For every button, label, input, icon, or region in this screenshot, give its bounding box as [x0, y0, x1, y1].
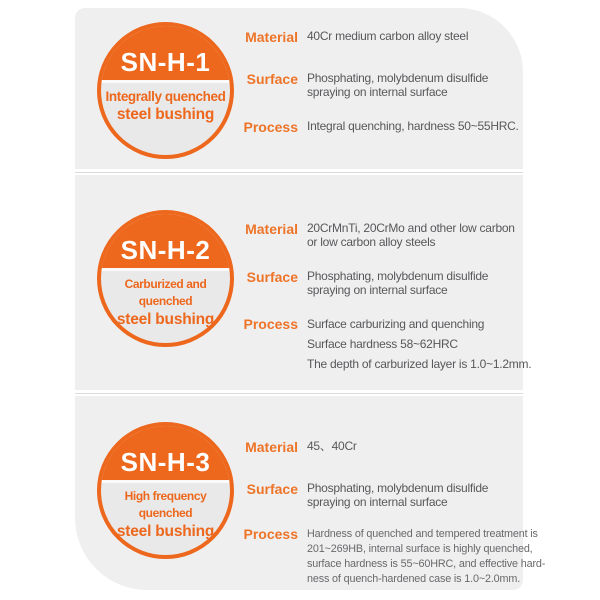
- badge-code-band: [101, 214, 230, 268]
- product-type-line2: steel bushing: [116, 106, 215, 123]
- product-code: SN-H-3: [120, 447, 211, 477]
- spec-label: Process: [243, 316, 298, 332]
- product-type-line2: steel bushing: [116, 311, 215, 328]
- spec-value-line: spraying on internal surface: [307, 84, 448, 99]
- spec-value-line: 20CrMnTi, 20CrMo and other low carbon: [307, 221, 515, 235]
- section-divider: [75, 172, 523, 173]
- spec-row-material: [238, 440, 518, 454]
- section-divider: [75, 393, 523, 394]
- badge-code-band: [101, 26, 230, 80]
- spec-value: [307, 314, 531, 374]
- product-badge-sn-h-3: [97, 422, 234, 559]
- spec-row-process: [238, 314, 532, 374]
- badge-divider: [101, 80, 230, 83]
- spec-label: Material: [245, 29, 298, 45]
- spec-value-line: Phosphating, molybdenum disulfide: [307, 481, 489, 495]
- spec-value-line: Surface hardness 58~62HRC: [307, 337, 458, 351]
- spec-value-line: surface hardness is 55~60HRC, and effective hard-: [307, 558, 546, 570]
- spec-value: [307, 527, 545, 587]
- spec-value: [307, 30, 468, 44]
- spec-value: [307, 120, 519, 134]
- spec-value-line: 201~269HB, internal surface is highly quenched,: [307, 543, 533, 555]
- spec-label: Surface: [246, 269, 298, 285]
- spec-value-line: 45、40Cr: [307, 439, 357, 453]
- product-type: [101, 488, 230, 541]
- spec-value: [307, 72, 488, 99]
- spec-row-process: [238, 526, 546, 587]
- product-type: [101, 88, 230, 124]
- spec-label: Process: [243, 119, 298, 135]
- spec-label: Surface: [246, 481, 298, 497]
- badge-divider: [101, 480, 230, 483]
- product-code: SN-H-1: [120, 47, 211, 77]
- spec-value: [307, 440, 357, 454]
- product-type-line1: Integrally quenched: [105, 89, 226, 104]
- spec-row-material: [238, 222, 518, 249]
- product-type-line2: steel bushing: [116, 523, 215, 540]
- spec-row-material: [238, 30, 518, 44]
- spec-value-line: 40Cr medium carbon alloy steel: [307, 29, 469, 43]
- product-section-sn-h-2: [75, 175, 532, 390]
- spec-value: [307, 270, 488, 297]
- spec-value-line: Hardness of quenched and tempered treatment is: [307, 528, 538, 540]
- spec-value-line: Phosphating, molybdenum disulfide: [307, 269, 489, 283]
- spec-value-line: ness of quench-hardened case is 1.0~2.0mm.: [307, 573, 521, 585]
- spec-value-line: or low carbon alloy steels: [307, 234, 436, 249]
- spec-value: [307, 482, 488, 509]
- product-code: SN-H-2: [120, 235, 211, 265]
- spec-label: Material: [245, 439, 298, 455]
- spec-value-line: spraying on internal surface: [307, 282, 448, 297]
- spec-row-process: [238, 120, 518, 134]
- product-type-line1: Carburized and quenched: [124, 277, 207, 308]
- badge-divider: [101, 268, 230, 271]
- spec-row-surface: [238, 270, 518, 297]
- spec-value: [307, 222, 515, 249]
- spec-value-line: Phosphating, molybdenum disulfide: [307, 71, 489, 85]
- spec-label: Surface: [246, 71, 298, 87]
- spec-value-line: The depth of carburized layer is 1.0~1.2mm.: [307, 357, 532, 371]
- product-type: [101, 276, 230, 329]
- spec-row-surface: [238, 482, 518, 509]
- spec-value-line: Integral quenching, hardness 50~55HRC.: [307, 119, 519, 133]
- spec-value-line: spraying on internal surface: [307, 494, 448, 509]
- product-section-sn-h-1: [75, 8, 523, 169]
- spec-value-line: Surface carburizing and quenching: [307, 317, 485, 331]
- spec-row-surface: [238, 72, 518, 99]
- product-section-sn-h-3: [75, 396, 546, 590]
- badge-code-band: [101, 426, 230, 480]
- spec-label: Process: [243, 526, 298, 542]
- product-badge-sn-h-1: [97, 22, 234, 159]
- spec-label: Material: [245, 221, 298, 237]
- product-type-line1: High frequency quenched: [124, 489, 207, 520]
- product-badge-sn-h-2: [97, 210, 234, 347]
